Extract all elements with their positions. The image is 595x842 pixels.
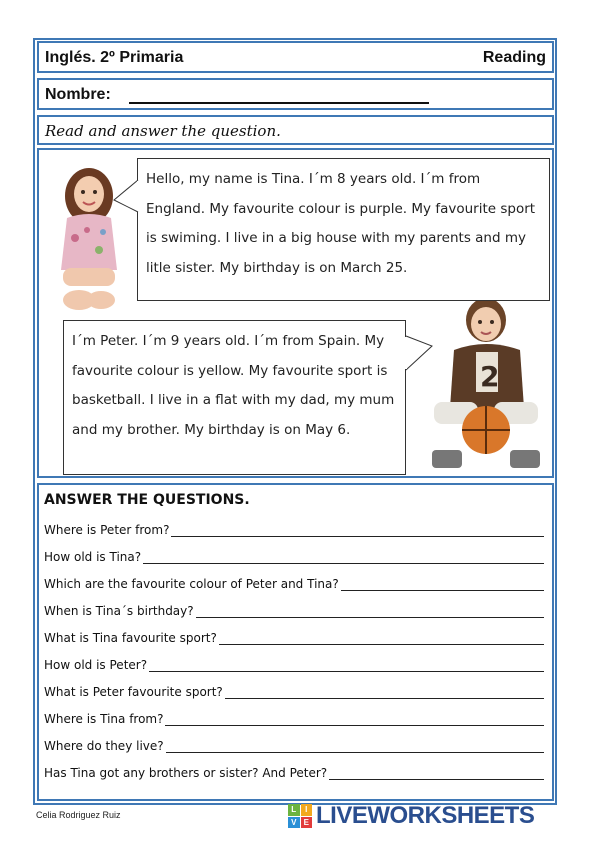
instruction-bar: [37, 115, 554, 145]
brand-wordmark: LIVEWORKSHEETS: [316, 802, 535, 829]
question-text: Where is Peter from?: [44, 523, 170, 537]
question-row[interactable]: [44, 523, 544, 537]
worksheet-title: Inglés. 2º Primaria: [45, 49, 184, 66]
peter-speech-bubble: [63, 320, 406, 475]
question-text: Where do they live?: [44, 739, 164, 753]
question-row[interactable]: [44, 712, 544, 726]
question-text: How old is Tina?: [44, 550, 142, 564]
svg-text:2: 2: [480, 360, 500, 393]
question-text: When is Tina´s birthday?: [44, 604, 194, 618]
question-text: What is Tina favourite sport?: [44, 631, 217, 645]
question-text: How old is Peter?: [44, 658, 148, 672]
answer-line[interactable]: [341, 578, 544, 591]
question-text: Which are the favourite colour of Peter and Tina?: [44, 577, 339, 591]
tina-bubble-tail: [112, 178, 140, 218]
peter-picture: [424, 290, 542, 475]
name-label: Nombre:: [45, 86, 111, 103]
question-text: Where is Tina from?: [44, 712, 164, 726]
questions-title: ANSWER THE QUESTIONS.: [44, 492, 250, 508]
liveworksheets-logo-icon: L I V E: [288, 804, 312, 828]
answer-line[interactable]: [165, 713, 544, 726]
question-row[interactable]: [44, 604, 544, 618]
question-row[interactable]: [44, 658, 544, 672]
question-row[interactable]: [44, 631, 544, 645]
header-bar: [37, 41, 554, 73]
tina-text: Hello, my name is Tina. I´m 8 years old. I´m from England. My favourite colour is purple. My favourite sport is swiming. I live in a big house with my parents and my litle sister. My birthday is on March 25.: [146, 171, 536, 276]
answer-line[interactable]: [329, 767, 544, 780]
liveworksheets-brand[interactable]: [288, 802, 534, 830]
question-text: Has Tina got any brothers or sister? And Peter?: [44, 766, 328, 780]
peter-bubble-tail: [404, 330, 434, 380]
answer-line[interactable]: [196, 605, 544, 618]
question-row[interactable]: [44, 739, 544, 753]
answer-line[interactable]: [171, 524, 544, 537]
answer-line[interactable]: [219, 632, 544, 645]
question-text: What is Peter favourite sport?: [44, 685, 223, 699]
answer-line[interactable]: [149, 659, 544, 672]
tina-speech-bubble: [137, 158, 550, 301]
author-credit: Celia Rodriguez Ruiz: [36, 810, 121, 820]
questions-box: [37, 483, 554, 801]
name-input-line[interactable]: [129, 102, 429, 104]
section-label: Reading: [482, 49, 546, 66]
question-row[interactable]: [44, 577, 544, 591]
name-bar: [37, 78, 554, 110]
question-row[interactable]: [44, 685, 544, 699]
answer-line[interactable]: [166, 740, 544, 753]
peter-text: I´m Peter. I´m 9 years old. I´m from Spain. My favourite colour is yellow. My favourite sport is basketball. I live in a flat with my dad, my mum and my brother. My birthday is on May 6.: [72, 333, 395, 438]
answer-line[interactable]: [225, 686, 544, 699]
answer-line[interactable]: [143, 551, 544, 564]
question-row[interactable]: [44, 766, 544, 780]
instruction-text: Read and answer the question.: [45, 122, 281, 140]
question-row[interactable]: [44, 550, 544, 564]
